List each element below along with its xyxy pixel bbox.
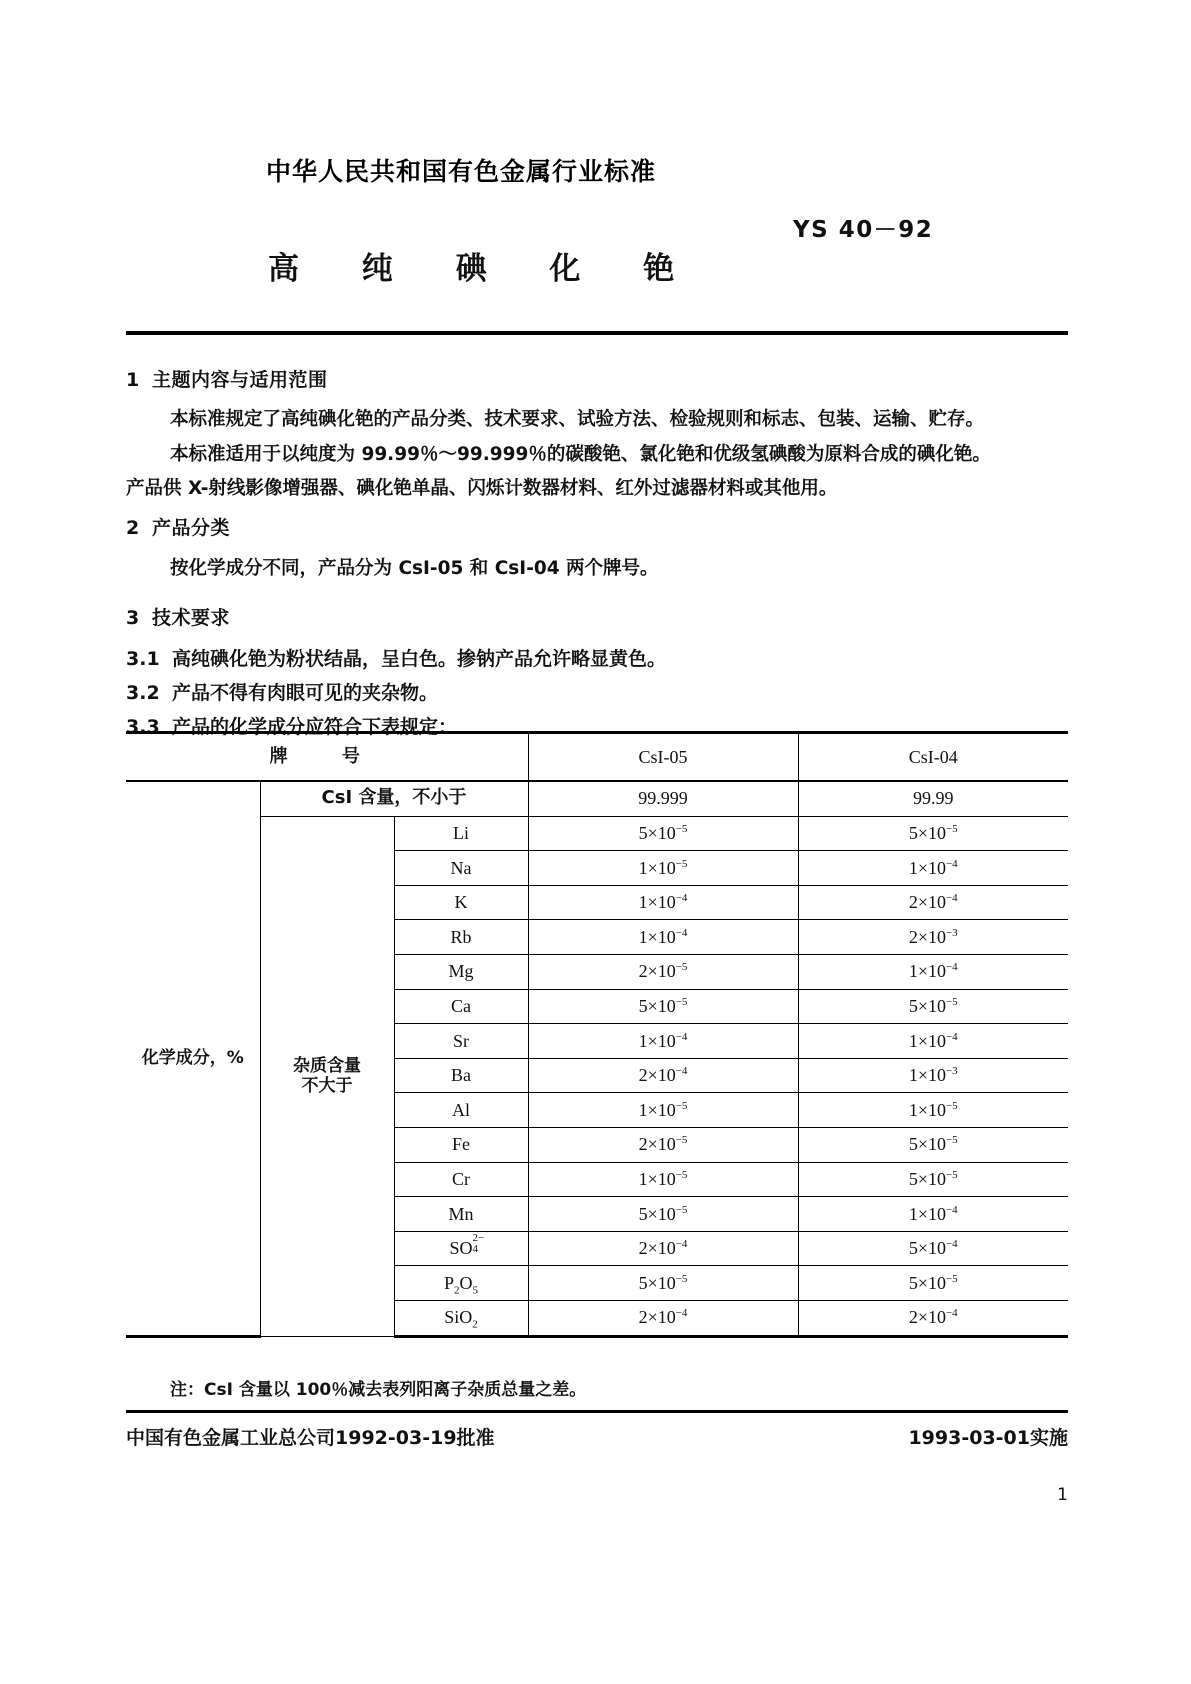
cell-limit-grade-2: $1\times 10^{-4}$	[798, 851, 1068, 886]
implementation-date: 1993-03-01实施	[908, 1427, 1068, 1449]
cell-csi-value-grade-2: 99.99	[798, 781, 1068, 816]
page-number: 1	[1057, 1485, 1068, 1505]
cell-element-symbol: Na	[394, 851, 528, 886]
cell-limit-grade-2: $5\times 10^{-5}$	[798, 816, 1068, 851]
cell-limit-grade-2: $5\times 10^{-5}$	[798, 1127, 1068, 1162]
header-cell-brand: 牌 号	[126, 733, 528, 782]
table-row-csi-content	[126, 781, 1068, 816]
cell-limit-grade-1: $5\times 10^{-5}$	[528, 816, 798, 851]
section-3-title: 技术要求	[152, 607, 231, 629]
section-2-title: 产品分类	[152, 517, 231, 539]
cell-limit-grade-2: $1\times 10^{-4}$	[798, 1024, 1068, 1059]
cell-limit-grade-2: $5\times 10^{-5}$	[798, 1266, 1068, 1301]
cell-limit-grade-1: $2\times 10^{-4}$	[528, 1231, 798, 1266]
section-1-paragraph-2-line-1: 本标准适用于以纯度为 99.99％～99.999％的碳酸铯、氯化铯和优级氢碘酸为原料合成的碘化铯。	[170, 444, 991, 465]
impurity-label-line-1: 杂质含量	[293, 1055, 361, 1076]
cell-limit-grade-2: $1\times 10^{-5}$	[798, 1093, 1068, 1128]
cell-limit-grade-2: $2\times 10^{-4}$	[798, 1300, 1068, 1336]
section-1-paragraph-1: 本标准规定了高纯碘化铯的产品分类、技术要求、试验方法、检验规则和标志、包装、运输、贮存。	[170, 409, 985, 430]
cell-limit-grade-1: $1\times 10^{-4}$	[528, 885, 798, 920]
cell-element-symbol: SO 2− 4	[394, 1231, 528, 1266]
cell-limit-grade-1: $5\times 10^{-5}$	[528, 1266, 798, 1301]
section-2-heading	[126, 513, 230, 540]
cell-limit-grade-1: $2\times 10^{-4}$	[528, 1058, 798, 1093]
cell-element-symbol: Mn	[394, 1197, 528, 1232]
cell-element-symbol: Ca	[394, 989, 528, 1024]
cell-limit-grade-2: $5\times 10^{-4}$	[798, 1231, 1068, 1266]
header-divider	[126, 331, 1068, 335]
chemical-composition-table	[126, 731, 1068, 1338]
cell-limit-grade-1: $1\times 10^{-4}$	[528, 920, 798, 955]
chem-composition-label-text: 化学成分，%	[141, 1048, 244, 1069]
cell-limit-grade-1: $1\times 10^{-5}$	[528, 1162, 798, 1197]
section-2-paragraph-1: 按化学成分不同，产品分为 CsI-05 和 CsI-04 两个牌号。	[170, 558, 659, 579]
cell-limit-grade-1: $2\times 10^{-5}$	[528, 954, 798, 989]
cell-element-symbol: SiO$_2$	[394, 1300, 528, 1336]
cell-element-symbol: $P_2O_5$	[394, 1266, 528, 1301]
cell-element-symbol: Cr	[394, 1162, 528, 1197]
cell-element-symbol: Fe	[394, 1127, 528, 1162]
cell-limit-grade-1: $5\times 10^{-5}$	[528, 989, 798, 1024]
table-row	[126, 816, 1068, 851]
document-title: 高 纯 碘 化 铯	[268, 251, 701, 287]
cell-limit-grade-2: $2\times 10^{-3}$	[798, 920, 1068, 955]
cell-limit-grade-2: $5\times 10^{-5}$	[798, 989, 1068, 1024]
cell-limit-grade-1: $1\times 10^{-4}$	[528, 1024, 798, 1059]
section-2-number: 2	[126, 517, 140, 539]
chemical-composition-table-wrapper	[126, 731, 1068, 1338]
cell-element-symbol: Li	[394, 816, 528, 851]
header-cell-grade-2: CsI-04	[798, 733, 1068, 782]
header-cell-grade-1: CsI-05	[528, 733, 798, 782]
cell-csi-content-label: CsI 含量，不小于	[260, 781, 528, 816]
cell-limit-grade-1: $2\times 10^{-5}$	[528, 1127, 798, 1162]
clause-3-1-number: 3.1	[126, 648, 160, 670]
section-3-number: 3	[126, 607, 140, 629]
cell-limit-grade-1: $5\times 10^{-5}$	[528, 1197, 798, 1232]
cell-element-symbol: Ba	[394, 1058, 528, 1093]
table-note: 注：CsI 含量以 100％减去表列阳离子杂质总量之差。	[170, 1380, 587, 1400]
standard-code: YS 40－92	[793, 217, 934, 243]
cell-limit-grade-1: $2\times 10^{-4}$	[528, 1300, 798, 1336]
cell-limit-grade-2: $1\times 10^{-3}$	[798, 1058, 1068, 1093]
section-1-title: 主题内容与适用范围	[152, 369, 328, 391]
clause-3-3-text: 产品的化学成分应符合下表规定：	[172, 716, 458, 738]
impurity-label-line-2: 不大于	[301, 1076, 353, 1097]
cell-element-symbol: K	[394, 885, 528, 920]
section-1-number: 1	[126, 369, 140, 391]
cell-element-symbol: Sr	[394, 1024, 528, 1059]
table-header-row	[126, 733, 1068, 782]
cell-limit-grade-2: $2\times 10^{-4}$	[798, 885, 1068, 920]
cell-limit-grade-1: $1\times 10^{-5}$	[528, 851, 798, 886]
cell-impurity-content-label	[260, 816, 394, 1336]
cell-limit-grade-2: $1\times 10^{-4}$	[798, 1197, 1068, 1232]
clause-3-3-number: 3.3	[126, 716, 160, 738]
approval-statement: 中国有色金属工业总公司1992-03-19批准	[126, 1427, 495, 1449]
clause-3-1	[126, 644, 666, 671]
cell-limit-grade-1: $1\times 10^{-5}$	[528, 1093, 798, 1128]
clause-3-2-number: 3.2	[126, 682, 160, 704]
clause-3-2-text: 产品不得有肉眼可见的夹杂物。	[172, 682, 439, 704]
issuing-organization: 中华人民共和国有色金属行业标准	[266, 157, 657, 186]
clause-3-2	[126, 678, 438, 705]
section-3-heading	[126, 603, 230, 630]
footer-divider	[126, 1410, 1068, 1413]
clause-3-1-text: 高纯碘化铯为粉状结晶，呈白色。掺钠产品允许略显黄色。	[172, 648, 667, 670]
cell-element-symbol: Mg	[394, 954, 528, 989]
cell-element-symbol: Rb	[394, 920, 528, 955]
cell-csi-value-grade-1: 99.999	[528, 781, 798, 816]
cell-chem-composition-label	[126, 781, 260, 1336]
cell-limit-grade-2: $1\times 10^{-4}$	[798, 954, 1068, 989]
section-1-heading	[126, 365, 328, 392]
cell-element-symbol: Al	[394, 1093, 528, 1128]
section-1-paragraph-2-line-2: 产品供 X-射线影像增强器、碘化铯单晶、闪烁计数器材料、红外过滤器材料或其他用。	[126, 478, 838, 499]
cell-limit-grade-2: $5\times 10^{-5}$	[798, 1162, 1068, 1197]
